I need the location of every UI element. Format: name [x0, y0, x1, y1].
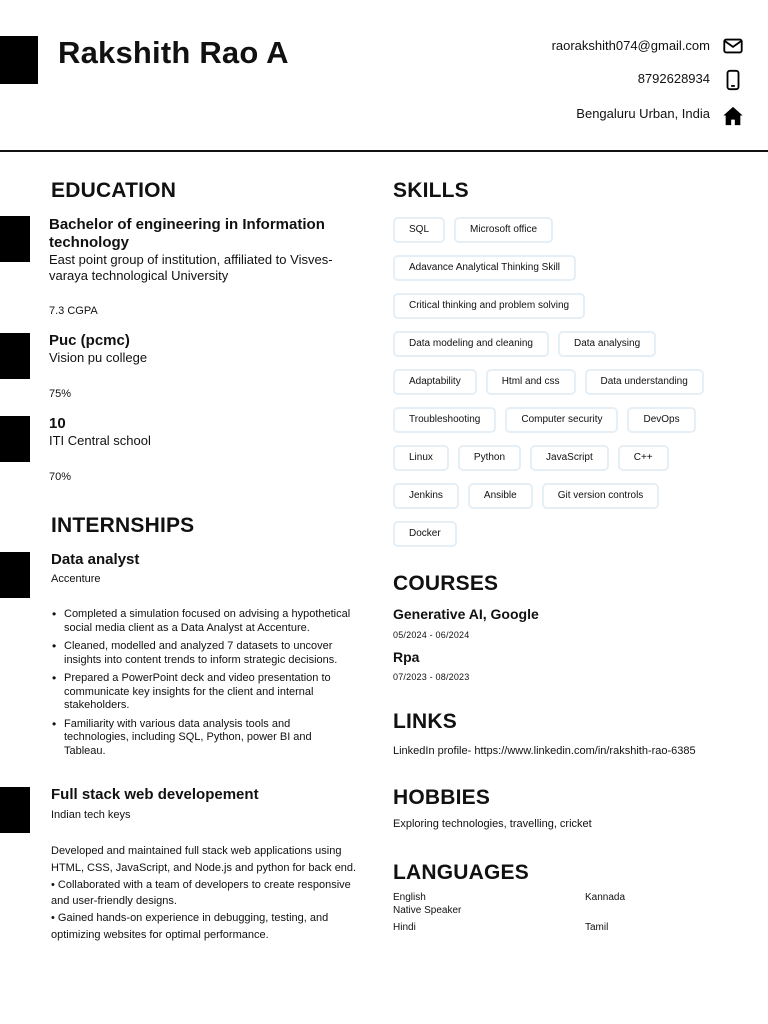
skill-tag: Docker [393, 521, 457, 547]
education-heading: EDUCATION [51, 179, 177, 202]
hobbies-heading: HOBBIES [393, 786, 491, 809]
skill-tag: Ansible [468, 483, 533, 509]
email-text[interactable]: raorakshith074@gmail.com [551, 38, 710, 53]
links-heading: LINKS [393, 710, 457, 733]
linkedin-link[interactable]: LinkedIn profile- https://www.linkedin.com/in/rakshith-rao-6385 [393, 745, 696, 757]
skill-tag: SQL [393, 217, 445, 243]
skill-tag: Html and css [486, 369, 576, 395]
course-name: Generative AI, Google [393, 606, 539, 622]
list-item: • Completed a simulation focused on advising a hypothetical social media client as a Data Analyst at Accenture. [51, 608, 356, 635]
candidate-name: Rakshith Rao A [58, 35, 289, 70]
skill-tag: Critical thinking and problem solving [393, 293, 585, 319]
skills-heading: SKILLS [393, 179, 469, 202]
internship-marker [0, 787, 30, 833]
list-item: • Prepared a PowerPoint deck and video presentation to communicate key insights for the client and internal stakeholders. [51, 672, 356, 713]
skill-tag: Adavance Analytical Thinking Skill [393, 255, 576, 281]
description-paragraph: • Collaborated with a team of developers to create responsive and user-friendly designs. [51, 878, 351, 908]
skill-tag: Microsoft office [454, 217, 553, 243]
internship-bullets [51, 608, 356, 763]
education-institution: Vision pu college [49, 350, 148, 365]
skills-list [393, 217, 753, 559]
skill-tag: Python [458, 445, 521, 471]
mail-icon [722, 35, 744, 57]
education-score: 7.3 CGPA [49, 305, 98, 317]
list-item: • Familiarity with various data analysis tools and technologies, including SQL, Python, power BI and Tableau. [51, 718, 356, 759]
education-institution: ITI Central school [49, 433, 151, 448]
course-dates: 05/2024 - 06/2024 [393, 630, 470, 640]
internship-role: Full stack web developement [51, 786, 259, 803]
list-item: • Cleaned, modelled and analyzed 7 datasets to uncover insights into content trends to inform strategic decisions. [51, 640, 356, 667]
language-name: Tamil [585, 922, 609, 933]
course-dates: 07/2023 - 08/2023 [393, 672, 470, 682]
skill-tag: Computer security [505, 407, 618, 433]
education-degree: Puc (pcmc) [49, 332, 130, 349]
skill-tag: Linux [393, 445, 449, 471]
description-paragraph: Developed and maintained full stack web applications using HTML, CSS, JavaScript, and Node.js and python for back end. [51, 845, 357, 874]
course-name: Rpa [393, 649, 420, 665]
language-level: Native Speaker [393, 905, 462, 916]
education-marker [0, 216, 30, 262]
skill-tag: DevOps [627, 407, 695, 433]
internship-description [51, 843, 361, 944]
location-text: Bengaluru Urban, India [576, 106, 710, 121]
skill-tag: JavaScript [530, 445, 609, 471]
education-marker [0, 333, 30, 379]
language-name: Kannada [585, 892, 626, 903]
languages-heading: LANGUAGES [393, 861, 529, 884]
internship-company: Accenture [51, 573, 101, 585]
skill-tag: Data analysing [558, 331, 656, 357]
internships-heading: INTERNSHIPS [51, 514, 195, 537]
skill-tag: Adaptability [393, 369, 477, 395]
description-paragraph: • Gained hands-on experience in debugging, testing, and optimizing websites for optimal performance. [51, 912, 329, 941]
skill-tag: Data understanding [585, 369, 704, 395]
skill-tag: Data modeling and cleaning [393, 331, 549, 357]
phone-text[interactable]: 8792628934 [637, 71, 710, 86]
skill-tag: Troubleshooting [393, 407, 496, 433]
education-degree: 10 [49, 415, 66, 432]
header-divider [0, 150, 768, 152]
internship-marker [0, 552, 30, 598]
internship-role: Data analyst [51, 551, 140, 568]
hobbies-text: Exploring technologies, travelling, cricket [393, 818, 592, 830]
courses-heading: COURSES [393, 572, 499, 595]
education-score: 70% [49, 471, 72, 483]
skill-tag: Jenkins [393, 483, 459, 509]
education-marker [0, 416, 30, 462]
skill-tag: C++ [618, 445, 669, 471]
phone-icon [722, 69, 744, 91]
education-institution: East point group of institution, affiliated to Visves-varaya technological University [49, 252, 333, 283]
header-marker [0, 36, 38, 84]
language-name: English [393, 892, 426, 903]
skill-tag: Git version controls [542, 483, 660, 509]
internship-company: Indian tech keys [51, 809, 131, 821]
education-score: 75% [49, 388, 72, 400]
home-icon [722, 105, 744, 127]
language-name: Hindi [393, 922, 416, 933]
education-degree: Bachelor of engineering in Information technology [49, 216, 325, 251]
